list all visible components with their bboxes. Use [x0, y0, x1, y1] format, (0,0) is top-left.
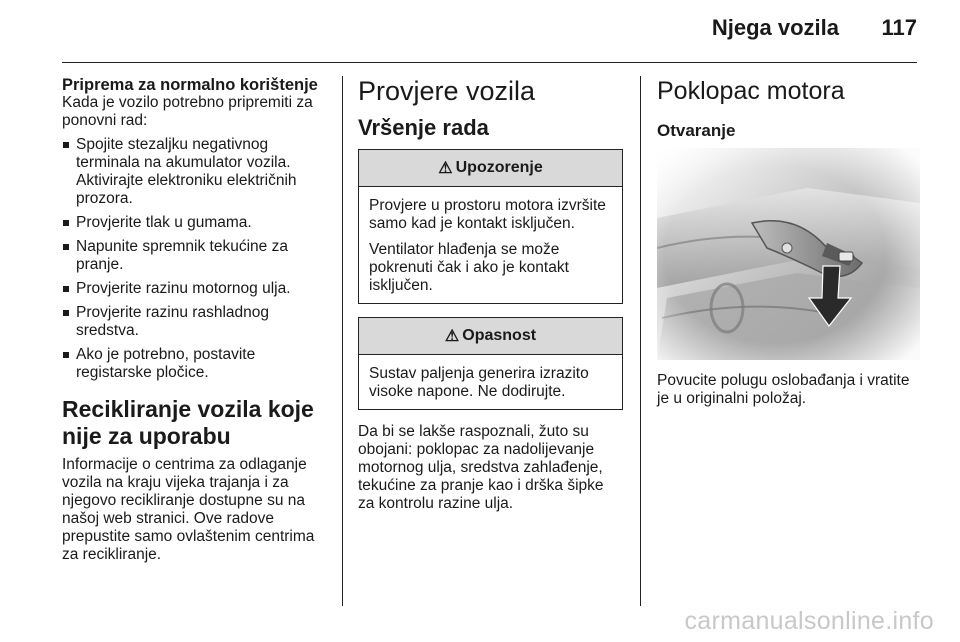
warning-triangle-icon: ⚠ — [444, 328, 460, 345]
warning-box-header — [359, 150, 622, 187]
hood-title: Poklopac motora — [657, 77, 845, 105]
list-item: Provjerite razinu motornog ulja. — [62, 280, 324, 298]
column-right — [657, 76, 919, 140]
section-title-checks: Provjere vozila — [358, 76, 536, 106]
column-left — [62, 76, 324, 564]
warning-triangle-icon: ⚠ — [438, 160, 453, 177]
danger-box-header — [359, 318, 622, 355]
section-title: Njega vozila — [711, 15, 839, 40]
prep-heading: Priprema za normalno korištenje — [62, 76, 318, 94]
list-item: Provjerite tlak u gumama. — [62, 214, 324, 232]
list-item: Napunite spremnik tekućine za pranje. — [62, 238, 324, 274]
danger-text: Sustav paljenja generira izrazito visoke napone. Ne dodirujte. — [369, 365, 589, 400]
column-divider — [342, 76, 343, 606]
warning-text: Ventilator hlađenja se može pokrenuti čak i ako je kontakt isključen. — [369, 241, 569, 294]
danger-box-title: Opasnost — [462, 327, 537, 344]
column-divider — [640, 76, 641, 606]
subsection-title: Vršenje rada — [358, 115, 489, 140]
danger-box — [358, 317, 623, 410]
column-middle — [358, 76, 623, 513]
color-info-text: Da bi se lakše raspoznali, žuto su obojani: poklopac za nadolijevanje motornog ulja, sredstva zahlađenje, tekućine za pranje kao i drška šipke za kontrolu razine ulja. — [358, 423, 604, 512]
recycle-heading: Recikliranje vozila koje nije za uporabu — [62, 396, 314, 449]
page-header — [62, 0, 917, 63]
hood-caption-block — [657, 372, 919, 408]
warning-box-title: Upozorenje — [455, 159, 543, 176]
hood-release-lever-image — [657, 148, 920, 360]
prep-checklist — [62, 136, 324, 382]
warning-text: Provjere u prostoru motora izvršite samo kad je kontakt isključen. — [369, 197, 606, 232]
list-item: Ako je potrebno, postavite registarske pločice. — [62, 346, 324, 382]
hood-subtitle: Otvaranje — [657, 121, 736, 140]
watermark: carmanualsonline.info — [684, 607, 934, 635]
list-item: Provjerite razinu rashladnog sredstva. — [62, 304, 324, 340]
warning-box — [358, 149, 623, 304]
list-item: Spojite stezaljku negativnog terminala na akumulator vozila. Aktivirajte elektroniku električnih prozora. — [62, 136, 324, 208]
recycle-text: Informacije o centrima za odlaganje vozila na kraju vijeka trajanja i za njegovo recikliranje dostupne su na našoj web stranici. Ove radove prepustite samo ovlaštenim centrima za recikliranje. — [62, 456, 315, 563]
hood-caption: Povucite polugu oslobađanja i vratite je u originalni položaj. — [657, 372, 910, 407]
prep-intro: Kada je vozilo potrebno pripremiti za ponovni rad: — [62, 94, 313, 129]
page-number: 117 — [881, 15, 917, 40]
